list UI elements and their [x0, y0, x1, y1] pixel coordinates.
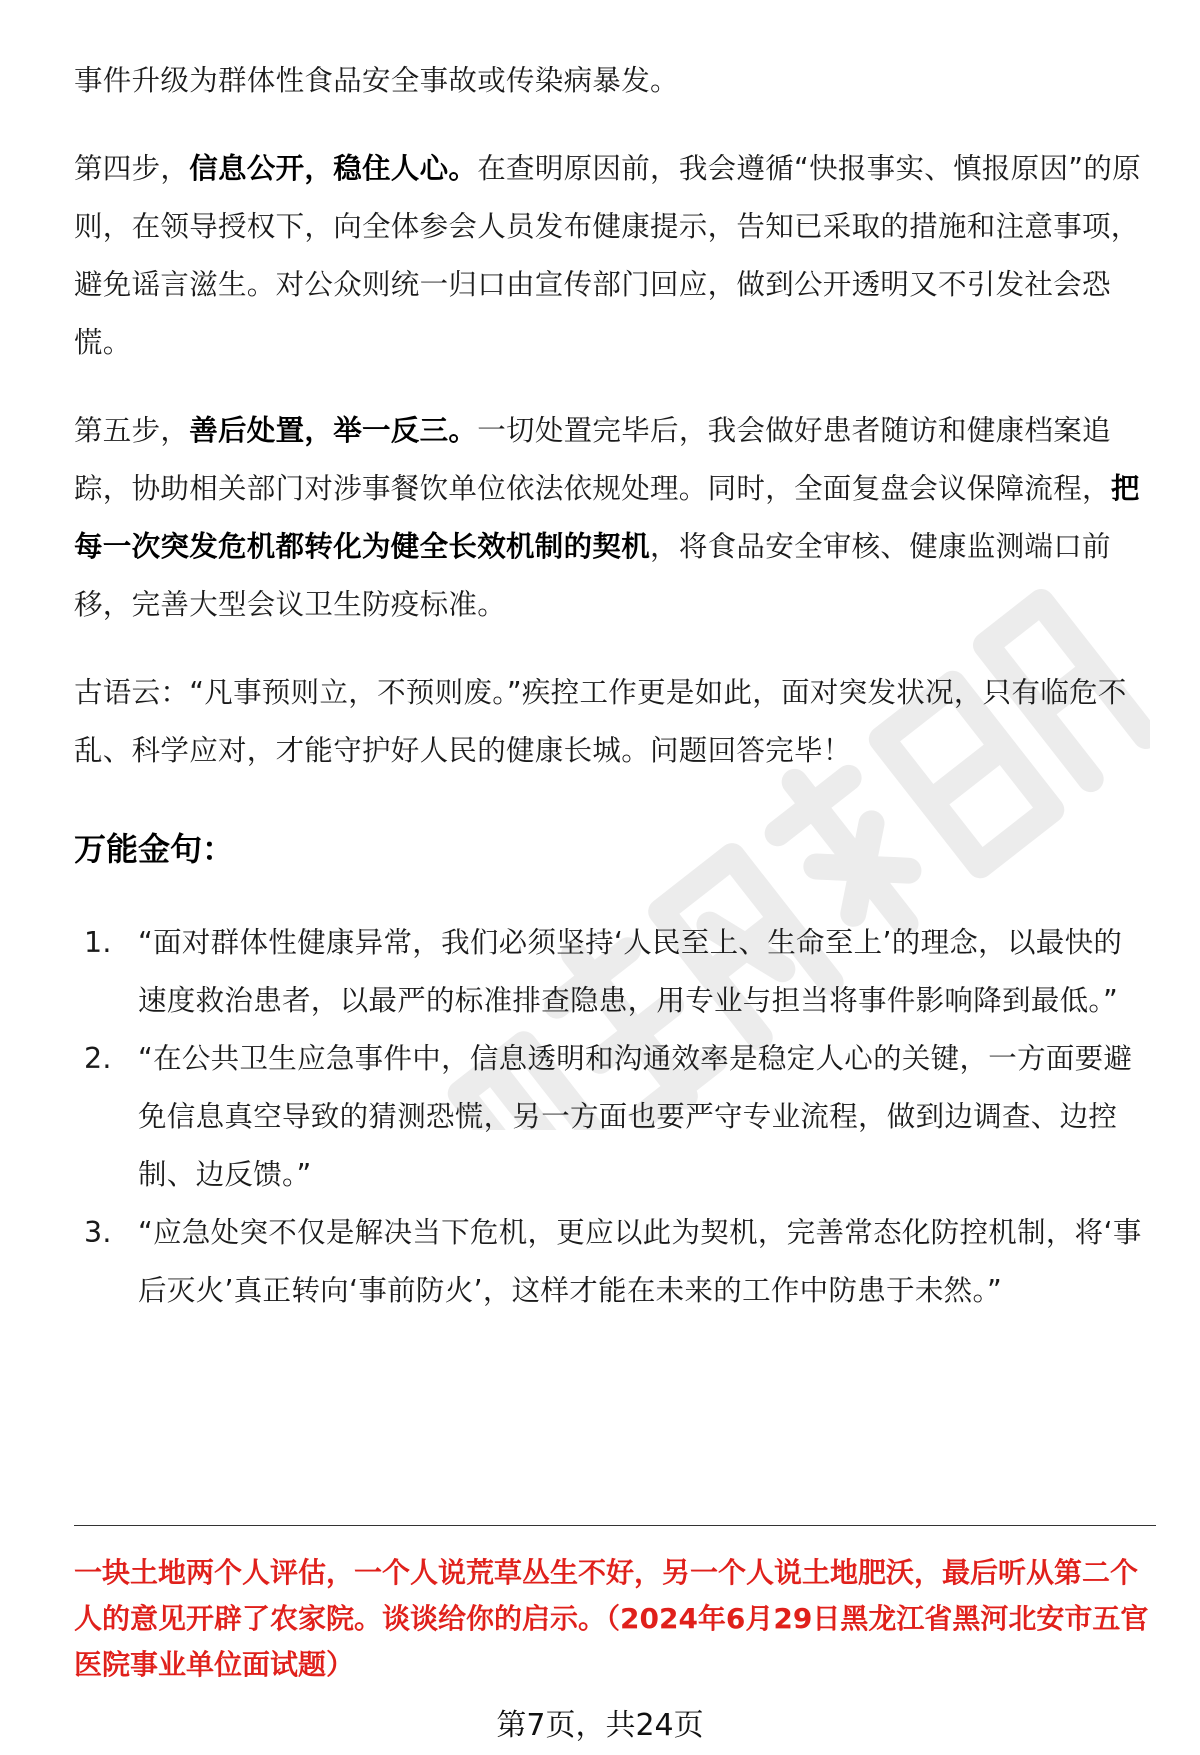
list-number: 1. [84, 926, 112, 959]
list-item [84, 914, 1144, 1030]
para-text: 古语云：“凡事预则立，不预则废。”疾控工作更是如此，面对突发状况，只有临危不乱、科学应对，才能守护好人民的健康长城。问题回答完毕！ [74, 676, 1127, 767]
paragraph-conclusion [74, 664, 1144, 780]
paragraph-continuation [74, 52, 1144, 110]
page-number: 第7页，共24页 [496, 1708, 704, 1743]
main-content [74, 52, 1144, 1320]
list-number: 2. [84, 1042, 112, 1075]
para-text: 第五步， [74, 414, 190, 447]
para-bold-text: 信息公开，稳住人心。 [189, 152, 478, 185]
para-text: ，将食品安全审核、健康监测端口前移，完善大型会议卫生防疫标准。 [74, 530, 1111, 621]
interview-question: 一块土地两个人评估，一个人说荒草丛生不好，另一个人说土地肥沃，最后听从第二个人的意见开辟了农家院。谈谈给你的启示。（2024年6月29日黑龙江省黑河北安市五官医院事业单位面试题） [74, 1556, 1149, 1681]
para-bold-text: 把每一次突发危机都转化为健全长效机制的契机 [74, 472, 1140, 563]
quote-text: “面对群体性健康异常，我们必须坚持‘人民至上、生命至上’的理念，以最快的速度救治患者，以最严的标准排查隐患，用专业与担当将事件影响降到最低。” [138, 926, 1123, 1017]
section-divider [74, 1525, 1156, 1526]
list-item [84, 1030, 1144, 1204]
para-text: 事件升级为群体性食品安全事故或传染病暴发。 [74, 64, 679, 97]
quote-text: “应急处突不仅是解决当下危机，更应以此为契机，完善常态化防控机制，将‘事后灭火’真正转向‘事前防火’，这样才能在未来的工作中防患于未然。” [138, 1216, 1142, 1307]
para-text: 第四步， [74, 152, 190, 185]
para-text: 在查明原因前，我会遵循“快报事实、慎报原因”的原则，在领导授权下，向全体参会人员发布健康提示，告知已采取的措施和注意事项，避免谣言滋生。对公众则统一归口由宣传部门回应，做到公开透明又不引发社会恐慌。 [74, 152, 1141, 359]
quote-list [74, 914, 1144, 1320]
list-number: 3. [84, 1216, 112, 1249]
paragraph-step-four [74, 140, 1144, 372]
quote-text: “在公共卫生应急事件中，信息透明和沟通效率是稳定人心的关键，一方面要避免信息真空导致的猜测恐慌，另一方面也要严守专业流程，做到边调查、边控制、边反馈。” [138, 1042, 1133, 1191]
para-bold-text: 善后处置，举一反三。 [189, 414, 478, 447]
para-text: 一切处置完毕后，我会做好患者随访和健康档案追踪，协助相关部门对涉事餐饮单位依法依规处理。同时，全面复盘会议保障流程， [74, 414, 1111, 505]
section-heading: 万能金句： [74, 830, 235, 868]
list-item [84, 1204, 1144, 1320]
paragraph-step-five [74, 402, 1144, 634]
